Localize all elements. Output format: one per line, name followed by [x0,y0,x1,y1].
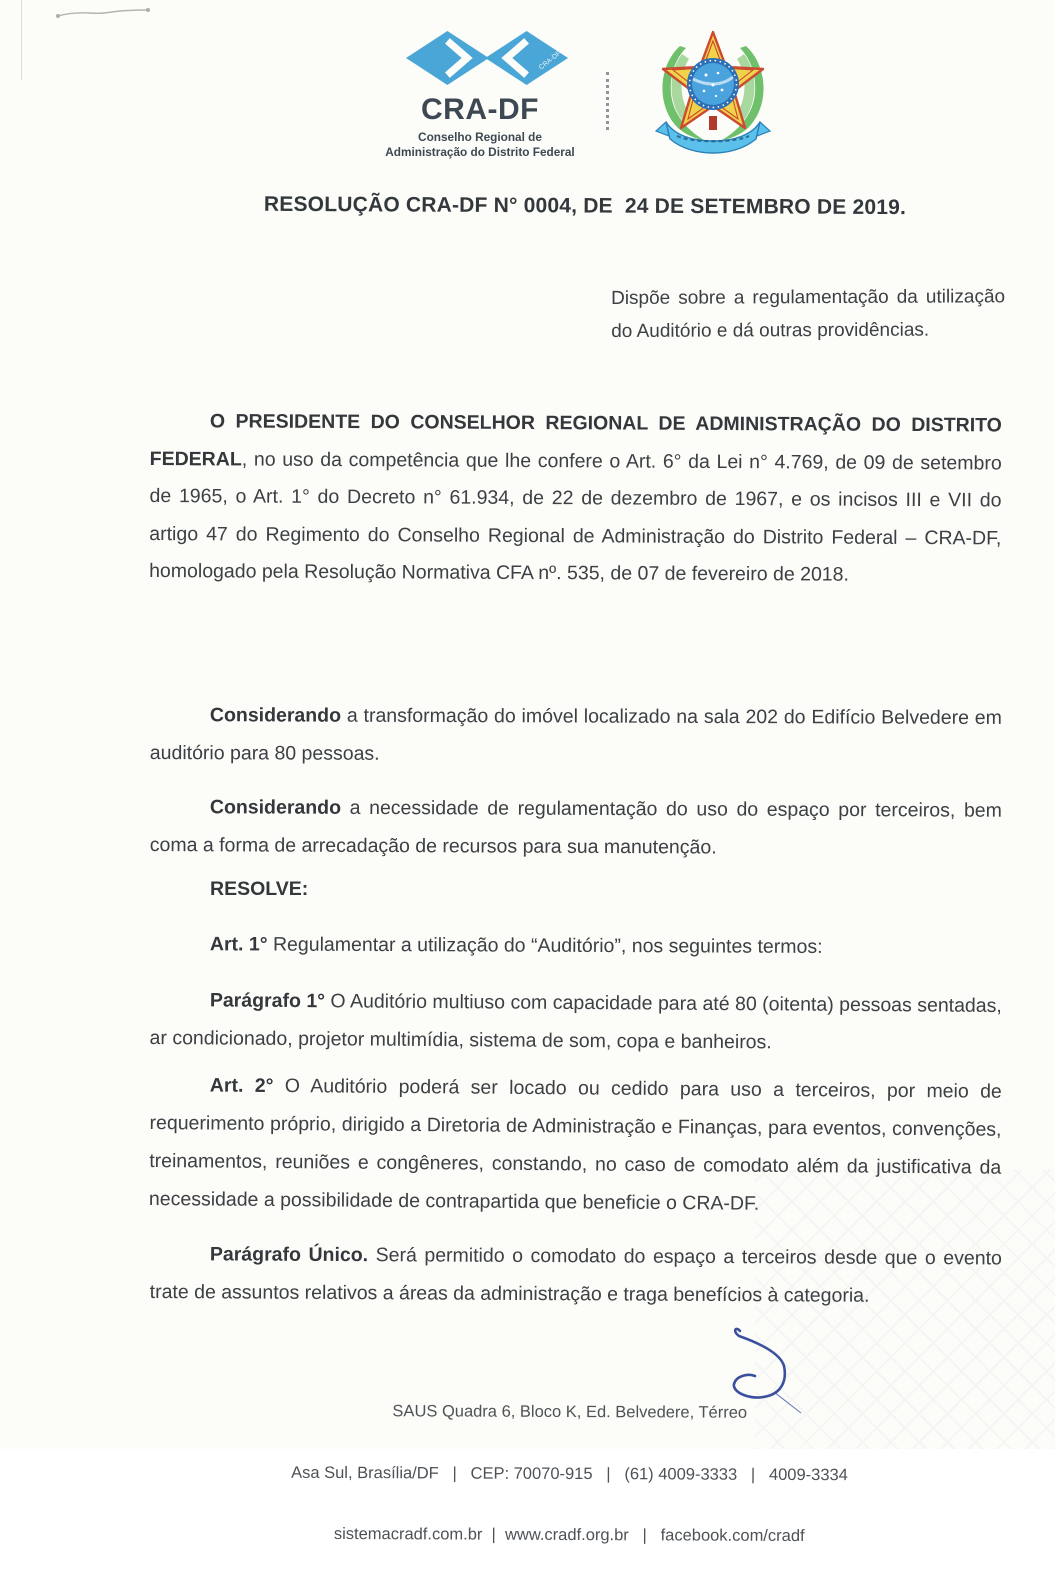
paragraph-paragrafo-1 [149,981,1002,1063]
paragraph-art-1 [150,925,1002,967]
paragraph-text: Regulamentar a utilização do “Auditório”, nos seguintes termos: [267,933,823,958]
footer-address-line: SAUS Quadra 6, Bloco K, Ed. Belvedere, Térreo [392,1402,748,1422]
cra-df-logo [360,30,600,159]
paragraph-considerando-2 [150,788,1002,868]
preamble-lead: O PRESIDENTE DO CONSELHOR REGIONAL DE ADMINISTRAÇÃO DO DISTRITO FEDERAL [149,410,1002,470]
dotted-separator [606,72,609,130]
logo-watermark-text: CRA-DF [537,50,563,72]
paragraph-lead: Considerando [209,704,342,727]
logo-acronym: CRA-DF [421,93,539,126]
paragraph-art-2 [149,1066,1002,1225]
scan-edge-artifact [21,0,22,80]
paragraph-text: O Auditório multiuso com capacidade para até 80 (oitenta) pessoas sentadas, ar condicionado, projetor multimídia, sistema de som, copa e banheiros. [149,990,1002,1054]
document-title: RESOLUÇÃO CRA-DF N° 0004, DE 24 DE SETEMBRO DE 2019. [263,192,907,220]
footer-contact-block [89,1359,1050,1589]
paragraph-text: a necessidade de regulamentação do uso do espaço por terceiros, bem coma a forma de arrecadação de recursos para sua manutenção. [149,796,1002,859]
ementa-paragraph: Dispõe sobre a regulamentação da utilização do Auditório e dá outras providências. [611,286,1006,342]
paragraph-text: a transformação do imóvel localizado na sala 202 do Edifício Belvedere em auditório para 80 pessoas. [149,704,1002,765]
cra-df-diamonds-icon [406,30,568,86]
paragraph-text: Será permitido o comodato do espaço a terceiros desde que o evento trate de assuntos relativos a áreas da administração e traga benefícios à categoria. [149,1244,1002,1307]
paragraph-lead: Considerando [209,796,342,819]
footer-web-line: sistemacradf.com.br | www.cradf.org.br | facebook.com/cradf [333,1524,805,1546]
paragraph-paragrafo-unico [150,1235,1002,1315]
logo-subtitle-line1: Conselho Regional de [418,130,542,144]
preamble-paragraph [149,403,1002,595]
paragraph-lead: Parágrafo Único. [209,1243,369,1267]
footer-phone-line: Asa Sul, Brasília/DF | CEP: 70070-915 | (61) 4009-3333 | 4009-3334 [291,1463,848,1484]
paragraph-resolve [150,870,1002,908]
paragraph-lead: Parágrafo 1° [209,989,326,1013]
brazil-coat-of-arms-icon [652,28,774,156]
logo-subtitle-line2: Administração do Distrito Federal [385,144,575,159]
paragraph-considerando-1 [150,696,1002,775]
paragraph-text: O Auditório poderá ser locado ou cedido para uso a terceiros, por meio de requerimento próprio, dirigido a Diretoria de Administração e Finanças, para eventos, convenções, treinamentos, reuniões e congêneres, constando, no caso de comodato além da justificativa da necessidade a possibilidade de contrapartida que beneficie o CRA-DF. [148,1074,1002,1215]
preamble-rest: , no uso da competência que lhe confere o Art. 6° da Lei n° 4.769, de 09 de setembro de 1965, o Art. 1° do Decreto n° 61.934, de 22 de dezembro de 1967, e os incisos III e VII do artigo 47 do Regimento do Conselho Regional de Administração do Distrito Federal – CRA-DF, homologado pela Resolução Normativa CFA nº. 535, de 07 de fevereiro de 2018. [149,447,1002,586]
paragraph-lead: Art. 1° [209,933,268,956]
pencil-mark-icon [52,4,162,28]
paragraph-lead: RESOLVE: [210,878,309,900]
paragraph-lead: Art. 2° [209,1074,274,1097]
